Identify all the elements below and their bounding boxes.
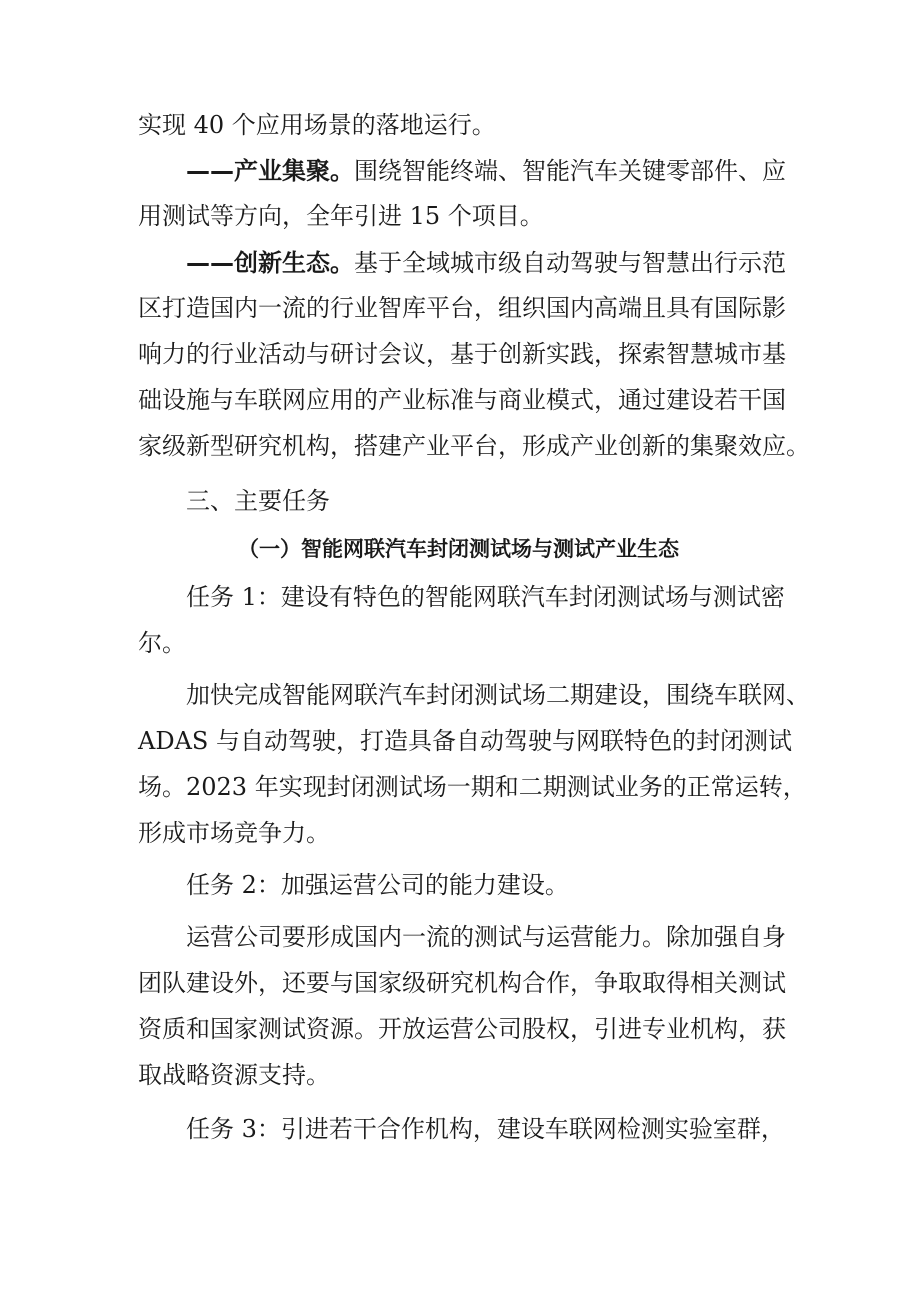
paragraph-line: 家级新型研究机构，搭建产业平台，形成产业创新的集聚效应。 bbox=[138, 432, 810, 460]
innovation-ecology-label: ——创新生态。 bbox=[186, 249, 354, 277]
paragraph-line: 响力的行业活动与研讨会议，基于创新实践，探索智慧城市基 bbox=[138, 340, 786, 368]
paragraph-line: 础设施与车联网应用的产业标准与商业模式，通过建设若干国 bbox=[138, 386, 786, 414]
task-1-title: 任务 1：建设有特色的智能网联汽车封闭测试场与测试密 bbox=[186, 583, 785, 611]
paragraph-line: 资质和国家测试资源。开放运营公司股权，引进专业机构，获 bbox=[138, 1015, 786, 1043]
subsection-heading: （一）智能网联汽车封闭测试场与测试产业生态 bbox=[238, 537, 679, 561]
paragraph-line: 运营公司要形成国内一流的测试与运营能力。除加强自身 bbox=[186, 923, 786, 951]
paragraph-line: 尔。 bbox=[138, 629, 186, 657]
industry-cluster-line bbox=[186, 154, 920, 188]
task-3-title: 任务 3：引进若干合作机构，建设车联网检测实验室群， bbox=[186, 1115, 785, 1143]
paragraph-line: 形成市场竞争力。 bbox=[138, 819, 330, 847]
paragraph-line: 区打造国内一流的行业智库平台，组织国内高端且具有国际影 bbox=[138, 294, 786, 322]
industry-cluster-text: 围绕智能终端、智能汽车关键零部件、应 bbox=[354, 157, 786, 185]
industry-cluster-label: ——产业集聚。 bbox=[186, 157, 354, 185]
innovation-ecology-text: 基于全域城市级自动驾驶与智慧出行示范 bbox=[354, 249, 786, 277]
paragraph-line: 实现 40 个应用场景的落地运行。 bbox=[138, 111, 496, 139]
paragraph-line: 团队建设外，还要与国家级研究机构合作，争取取得相关测试 bbox=[138, 969, 786, 997]
section-heading: 三、主要任务 bbox=[186, 487, 330, 515]
innovation-ecology-line bbox=[186, 246, 920, 280]
paragraph-line: ADAS 与自动驾驶，打造具备自动驾驶与网联特色的封闭测试 bbox=[138, 727, 792, 755]
paragraph-line: 场。2023 年实现封闭测试场一期和二期测试业务的正常运转， bbox=[138, 773, 807, 801]
paragraph-line: 用测试等方向，全年引进 15 个项目。 bbox=[138, 202, 544, 230]
task-2-title: 任务 2：加强运营公司的能力建设。 bbox=[186, 871, 569, 899]
paragraph-line: 加快完成智能网联汽车封闭测试场二期建设，围绕车联网、 bbox=[186, 681, 810, 709]
paragraph-line: 取战略资源支持。 bbox=[138, 1061, 330, 1089]
